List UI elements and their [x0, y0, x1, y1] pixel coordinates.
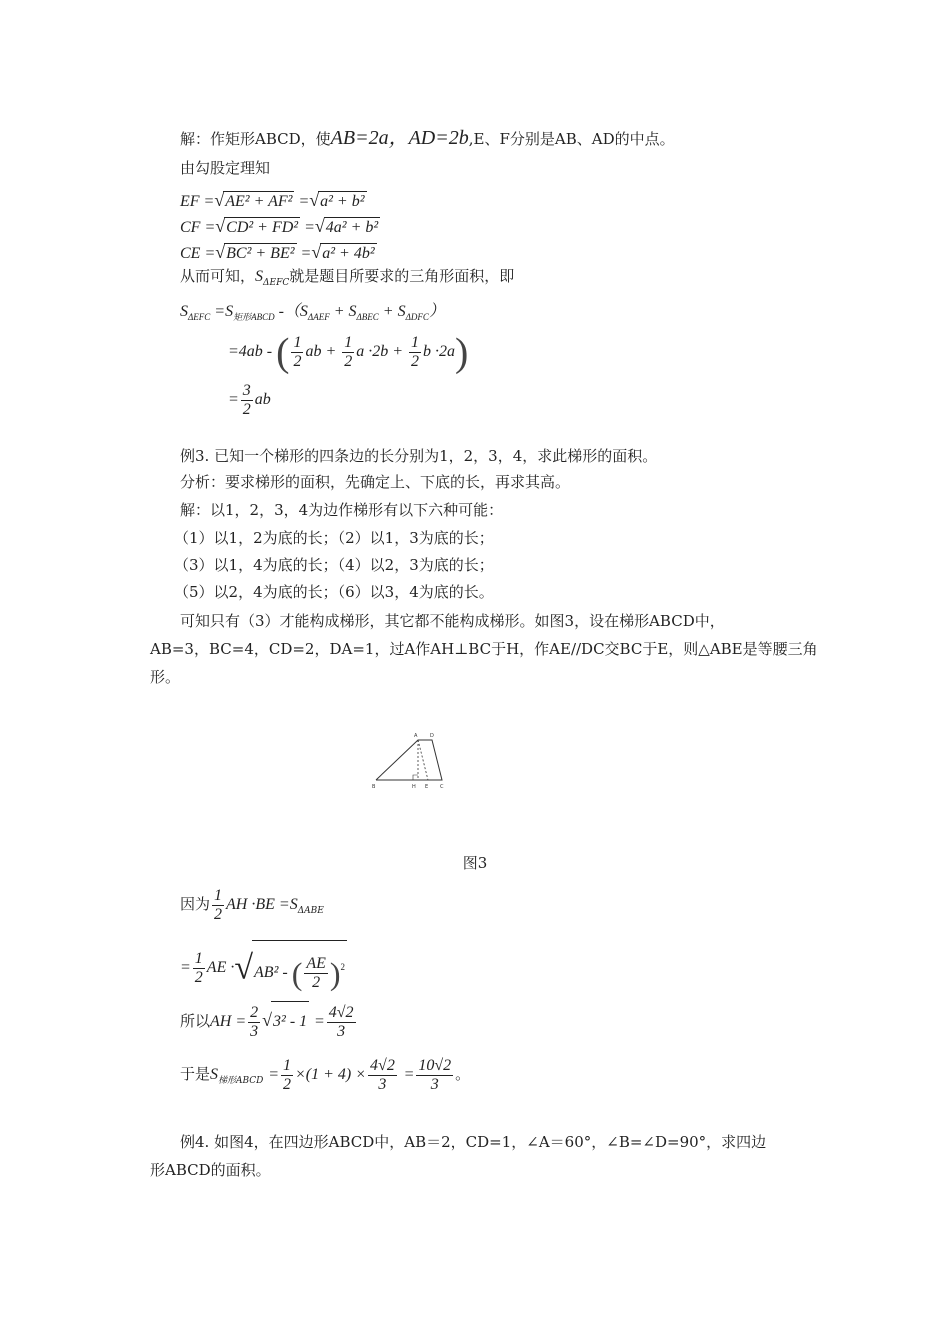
area-equation-1: $S_{\Delta EFC} =S_{矩形ABCD}$ $-(S_{\Delta AEF} + S_{\Delta BEC} + S_{\Delta DFC})$: [180, 303, 445, 322]
label-b: B: [372, 784, 376, 790]
cases-3-4: （3）以1，4为底的长；（4）以2，3为底的长；: [174, 556, 494, 574]
paragraph-3: 形。: [150, 668, 181, 686]
area-equation-3: = $\frac{3}{2}$ ab: [228, 381, 271, 418]
trapezoid-outline: [376, 740, 442, 780]
example-4-line-2: 形ABCD的面积。: [150, 1161, 271, 1179]
fraction: $\frac{4√2}{3}$: [328, 1003, 354, 1040]
fraction: $\frac{1}{2}$: [293, 333, 302, 370]
analysis: 分析：要求梯形的面积，先确定上、下底的长，再求其高。: [180, 473, 571, 491]
radicand: CD² + FD²: [226, 219, 299, 236]
solution-intro: 解：以1，2，3，4为边作梯形有以下六种可能：: [180, 501, 504, 519]
right-angle-mark: [413, 775, 418, 780]
label-a: A: [414, 733, 418, 739]
cases-5-6: （5）以2，4为底的长；（6）以3，4为底的长。: [174, 583, 494, 601]
segment-ae: [418, 740, 428, 780]
ef-label: EF: [180, 193, 200, 210]
figure-caption: 图3: [462, 854, 488, 872]
cases-1-2: （1）以1，2为底的长；（2）以1，3为底的长；: [174, 529, 494, 547]
math-sub: ΔEFC: [263, 278, 290, 288]
math-2a: =2a，: [355, 127, 409, 149]
text: ,E、F分别是AB、AD的中点。: [468, 130, 675, 148]
label-c: C: [440, 784, 444, 790]
because-line: 因为 $\frac{1}{2}$ AH $\cdot BE =S_{\Delta ABE}$: [180, 886, 324, 923]
example-4-line-1: 例4. 如图4，在四边形ABCD中，AB＝2，CD=1，∠A＝60°，∠B=∠D=90°，求四边: [180, 1133, 767, 1151]
fraction: $\frac{4√2}{3}$: [370, 1056, 395, 1093]
fraction: $\frac{1}{2}$: [214, 886, 223, 923]
conclusion-line: [180, 266, 514, 293]
fraction: $\frac{1}{2}$: [344, 333, 353, 370]
ce-equation: CE =√BC² + BE² =√a² + 4b²: [180, 242, 375, 262]
fraction: $\frac{AE}{2}$: [306, 954, 326, 991]
area-equation-2: =4ab - ( $\frac{1}{2}$ ab + $\frac{1}{2}$ a ·2b + $\frac{1}{2}$ b ·2a): [228, 329, 469, 375]
solution-line-1: [180, 128, 675, 149]
radicand: AE² + AF²: [225, 193, 293, 210]
fraction: $\frac{3}{2}$: [242, 381, 251, 418]
paragraph-2: AB=3，BC=4，CD=2，DA=1，过A作AH⊥BC于H，作AE//DC交BC于E，则△ABE是等腰三角: [150, 640, 818, 658]
radicand: BC² + BE²: [226, 245, 295, 262]
text: 就是题目所要求的三角形面积，即: [289, 267, 515, 285]
text: 解：作矩形ABCD，使: [180, 130, 331, 148]
fraction: $\frac{1}{2}$: [194, 950, 203, 986]
math-ab: AB: [330, 127, 356, 149]
radicand: 4a² + b²: [325, 219, 379, 236]
then-line: 于是$S_{梯形ABCD}$ = $\frac{1}{2}$ ×(1 + 4) × $\frac{4√2}{3}$ = $\frac{10√2}{3}$ 。: [180, 1056, 471, 1093]
example-3: 例3. 已知一个梯形的四条边的长分别为1，2，3，4，求此梯形的面积。: [180, 447, 658, 465]
cf-label: CF: [180, 219, 201, 236]
math-s: S: [255, 268, 264, 285]
fraction: $\frac{10√2}{3}$: [418, 1056, 452, 1093]
radicand: a² + b²: [320, 193, 365, 210]
trapezoid-figure: [370, 730, 510, 796]
label-d: D: [430, 733, 434, 739]
ef-equation: EF =√AE² + AF² =√a² + b²: [180, 190, 365, 210]
equation-ae: = $\frac{1}{2}$ AE ·√AB² - ( $\frac{AE}{2}$ )$^2$: [180, 940, 347, 997]
label-h: H: [412, 784, 416, 790]
text: 从而可知，: [180, 267, 256, 285]
so-line: 所以AH = $\frac{2}{3}$ √3² - 1 = $\frac{4√2}{3}$: [180, 1000, 358, 1042]
radicand: a² + 4b²: [322, 245, 375, 262]
ce-label: CE: [180, 245, 201, 262]
fraction: $\frac{1}{2}$: [411, 333, 420, 370]
math-2b: =2b: [435, 127, 469, 149]
fraction: $\frac{2}{3}$: [250, 1003, 259, 1040]
paragraph-1: 可知只有（3）才能构成梯形，其它都不能构成梯形。如图3，设在梯形ABCD中，: [180, 612, 725, 630]
fraction: $\frac{1}{2}$: [282, 1056, 291, 1093]
math-ad: AD: [408, 127, 436, 149]
label-e: E: [425, 784, 429, 790]
cf-equation: CF =√CD² + FD² =√4a² + b²: [180, 216, 379, 236]
pythagoras-intro: 由勾股定理知: [180, 159, 271, 177]
